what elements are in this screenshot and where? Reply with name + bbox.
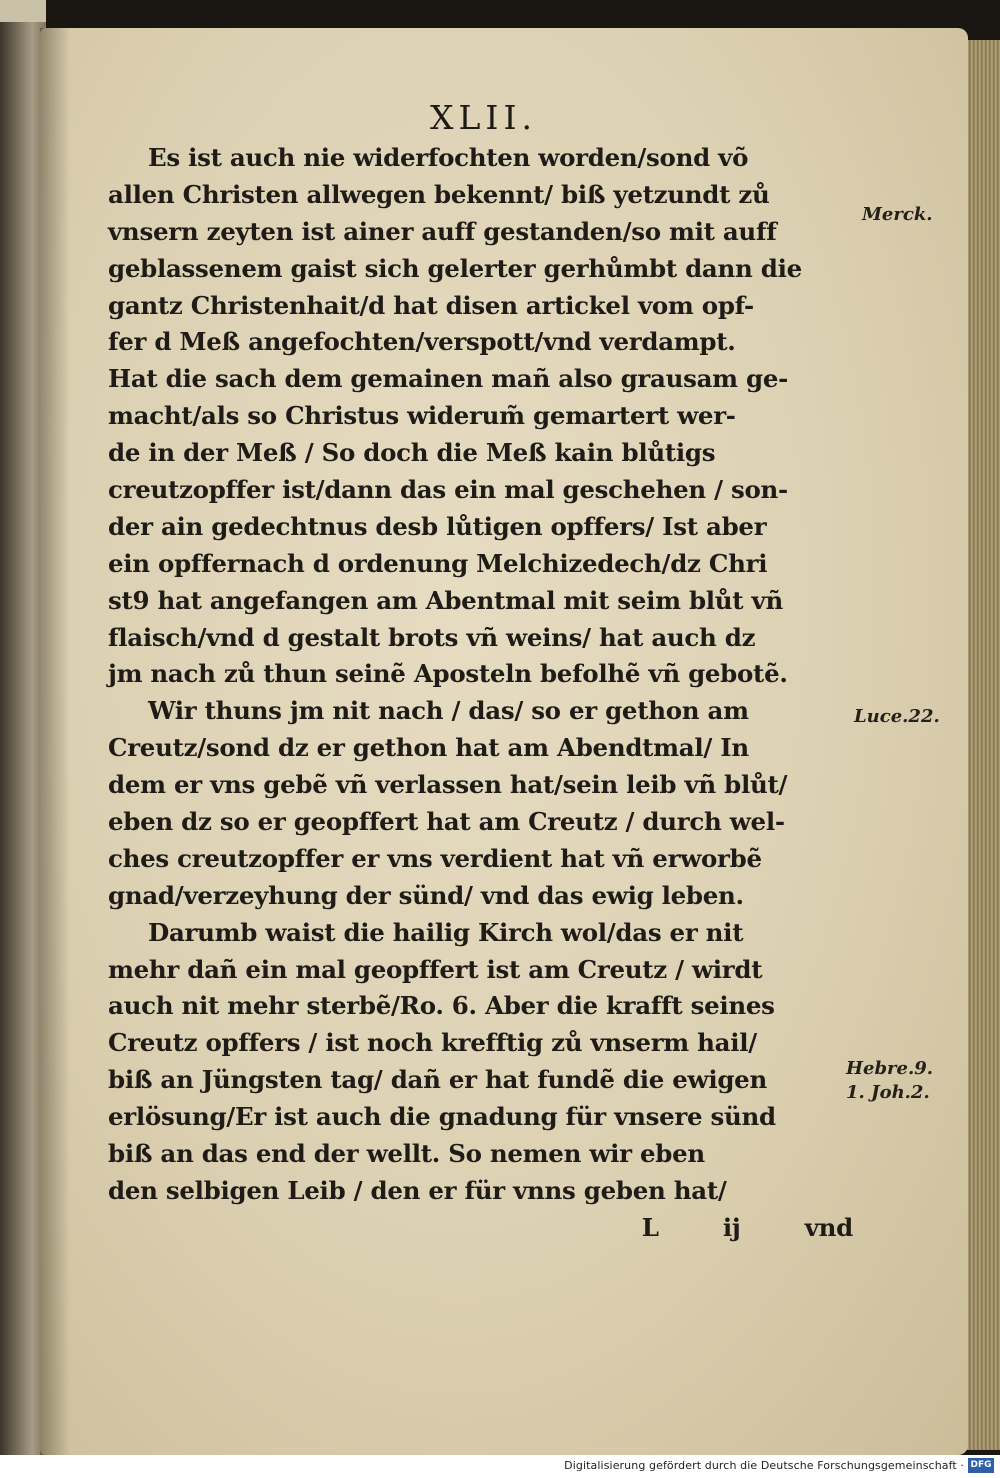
text-line: erlösung/Er ist auch die gnadung für vnsere sünd — [108, 1102, 776, 1132]
dfg-logo: DFG — [968, 1458, 994, 1473]
text-line: auch nit mehr sterbẽ/Ro. 6. Aber die krafft seines — [108, 991, 775, 1021]
text-line: Creutz/sond dz er gethon hat am Abendtmal/ In — [108, 733, 749, 763]
text-line: geblassenem gaist sich gelerter gerhůmbt dann die — [108, 253, 802, 283]
signature-catchword-line: L ij vnd — [641, 1212, 853, 1242]
footer-bar — [0, 1455, 1000, 1478]
text-line: biß an Jüngsten tag/ dañ er hat fundẽ die ewigen — [108, 1065, 767, 1095]
margin-note-merck: Merck. — [862, 204, 933, 225]
footer-credit: Digitalisierung gefördert durch die Deutsche Forschungsgemeinschaft · — [564, 1459, 964, 1472]
page-gutter-shadow — [40, 28, 70, 1455]
text-line: Hat die sach dem gemainen mañ also grausam ge- — [108, 364, 789, 394]
text-line: flaisch/vnd d gestalt brots vñ weins/ hat auch dz — [108, 622, 756, 652]
margin-note-luce: Luce.22. — [854, 706, 940, 727]
text-line: fer d Meß angefochten/verspott/vnd verdampt. — [108, 327, 736, 357]
text-line: biß an das end der wellt. So nemen wir eben — [108, 1139, 705, 1169]
text-line: Darumb waist die hailig Kirch wol/das er nit — [148, 917, 744, 947]
text-line: vnsern zeyten ist ainer auff gestanden/so mit auff — [108, 216, 777, 246]
text-line: der ain gedechtnus desb lůtigen opffers/ Ist aber — [108, 511, 767, 541]
text-line: den selbigen Leib / den er für vnns geben hat/ — [108, 1175, 727, 1205]
text-body — [108, 140, 853, 1247]
text-line: allen Christen allwegen bekennt/ biß yetzundt zů — [108, 179, 770, 209]
text-line: gantz Christenhait/d hat disen artickel vom opf- — [108, 290, 754, 320]
text-line: gnad/verzeyhung der sünd/ vnd das ewig leben. — [108, 880, 744, 910]
text-line: Es ist auch nie widerfochten worden/sond võ — [148, 143, 749, 172]
folio-number: XLII. — [430, 98, 537, 137]
text-line: st9 hat angefangen am Abentmal mit seim blůt vñ — [108, 585, 783, 615]
edge-tab — [0, 0, 46, 22]
margin-note-hebre: Hebre.9. — [846, 1058, 934, 1079]
text-line: eben dz so er geopffert hat am Creutz / durch wel- — [108, 807, 785, 837]
text-line: mehr dañ ein mal geopffert ist am Creutz / wirdt — [108, 954, 763, 984]
text-line: de in der Meß / So doch die Meß kain blůtigs — [108, 438, 716, 468]
text-line: creutzopffer ist/dann das ein mal geschehen / son- — [108, 475, 788, 505]
margin-note-joh: 1. Joh.2. — [846, 1082, 930, 1103]
text-line: Creutz opffers / ist noch krefftig zů vnserm hail/ — [108, 1028, 757, 1058]
text-line: jm nach zů thun seinẽ Aposteln befolhẽ vñ gebotẽ. — [108, 659, 788, 689]
text-line: ches creutzopffer er vns verdient hat vñ erworbẽ — [108, 843, 762, 873]
text-line: Wir thuns jm nit nach / das/ so er gethon am — [148, 696, 749, 726]
text-line: ein opffernach d ordenung Melchizedech/dz Chri — [108, 548, 768, 578]
text-line: dem er vns gebẽ vñ verlassen hat/sein leib vñ blůt/ — [108, 770, 788, 800]
text-line: macht/als so Christus widerum̃ gemartert wer- — [108, 401, 736, 431]
